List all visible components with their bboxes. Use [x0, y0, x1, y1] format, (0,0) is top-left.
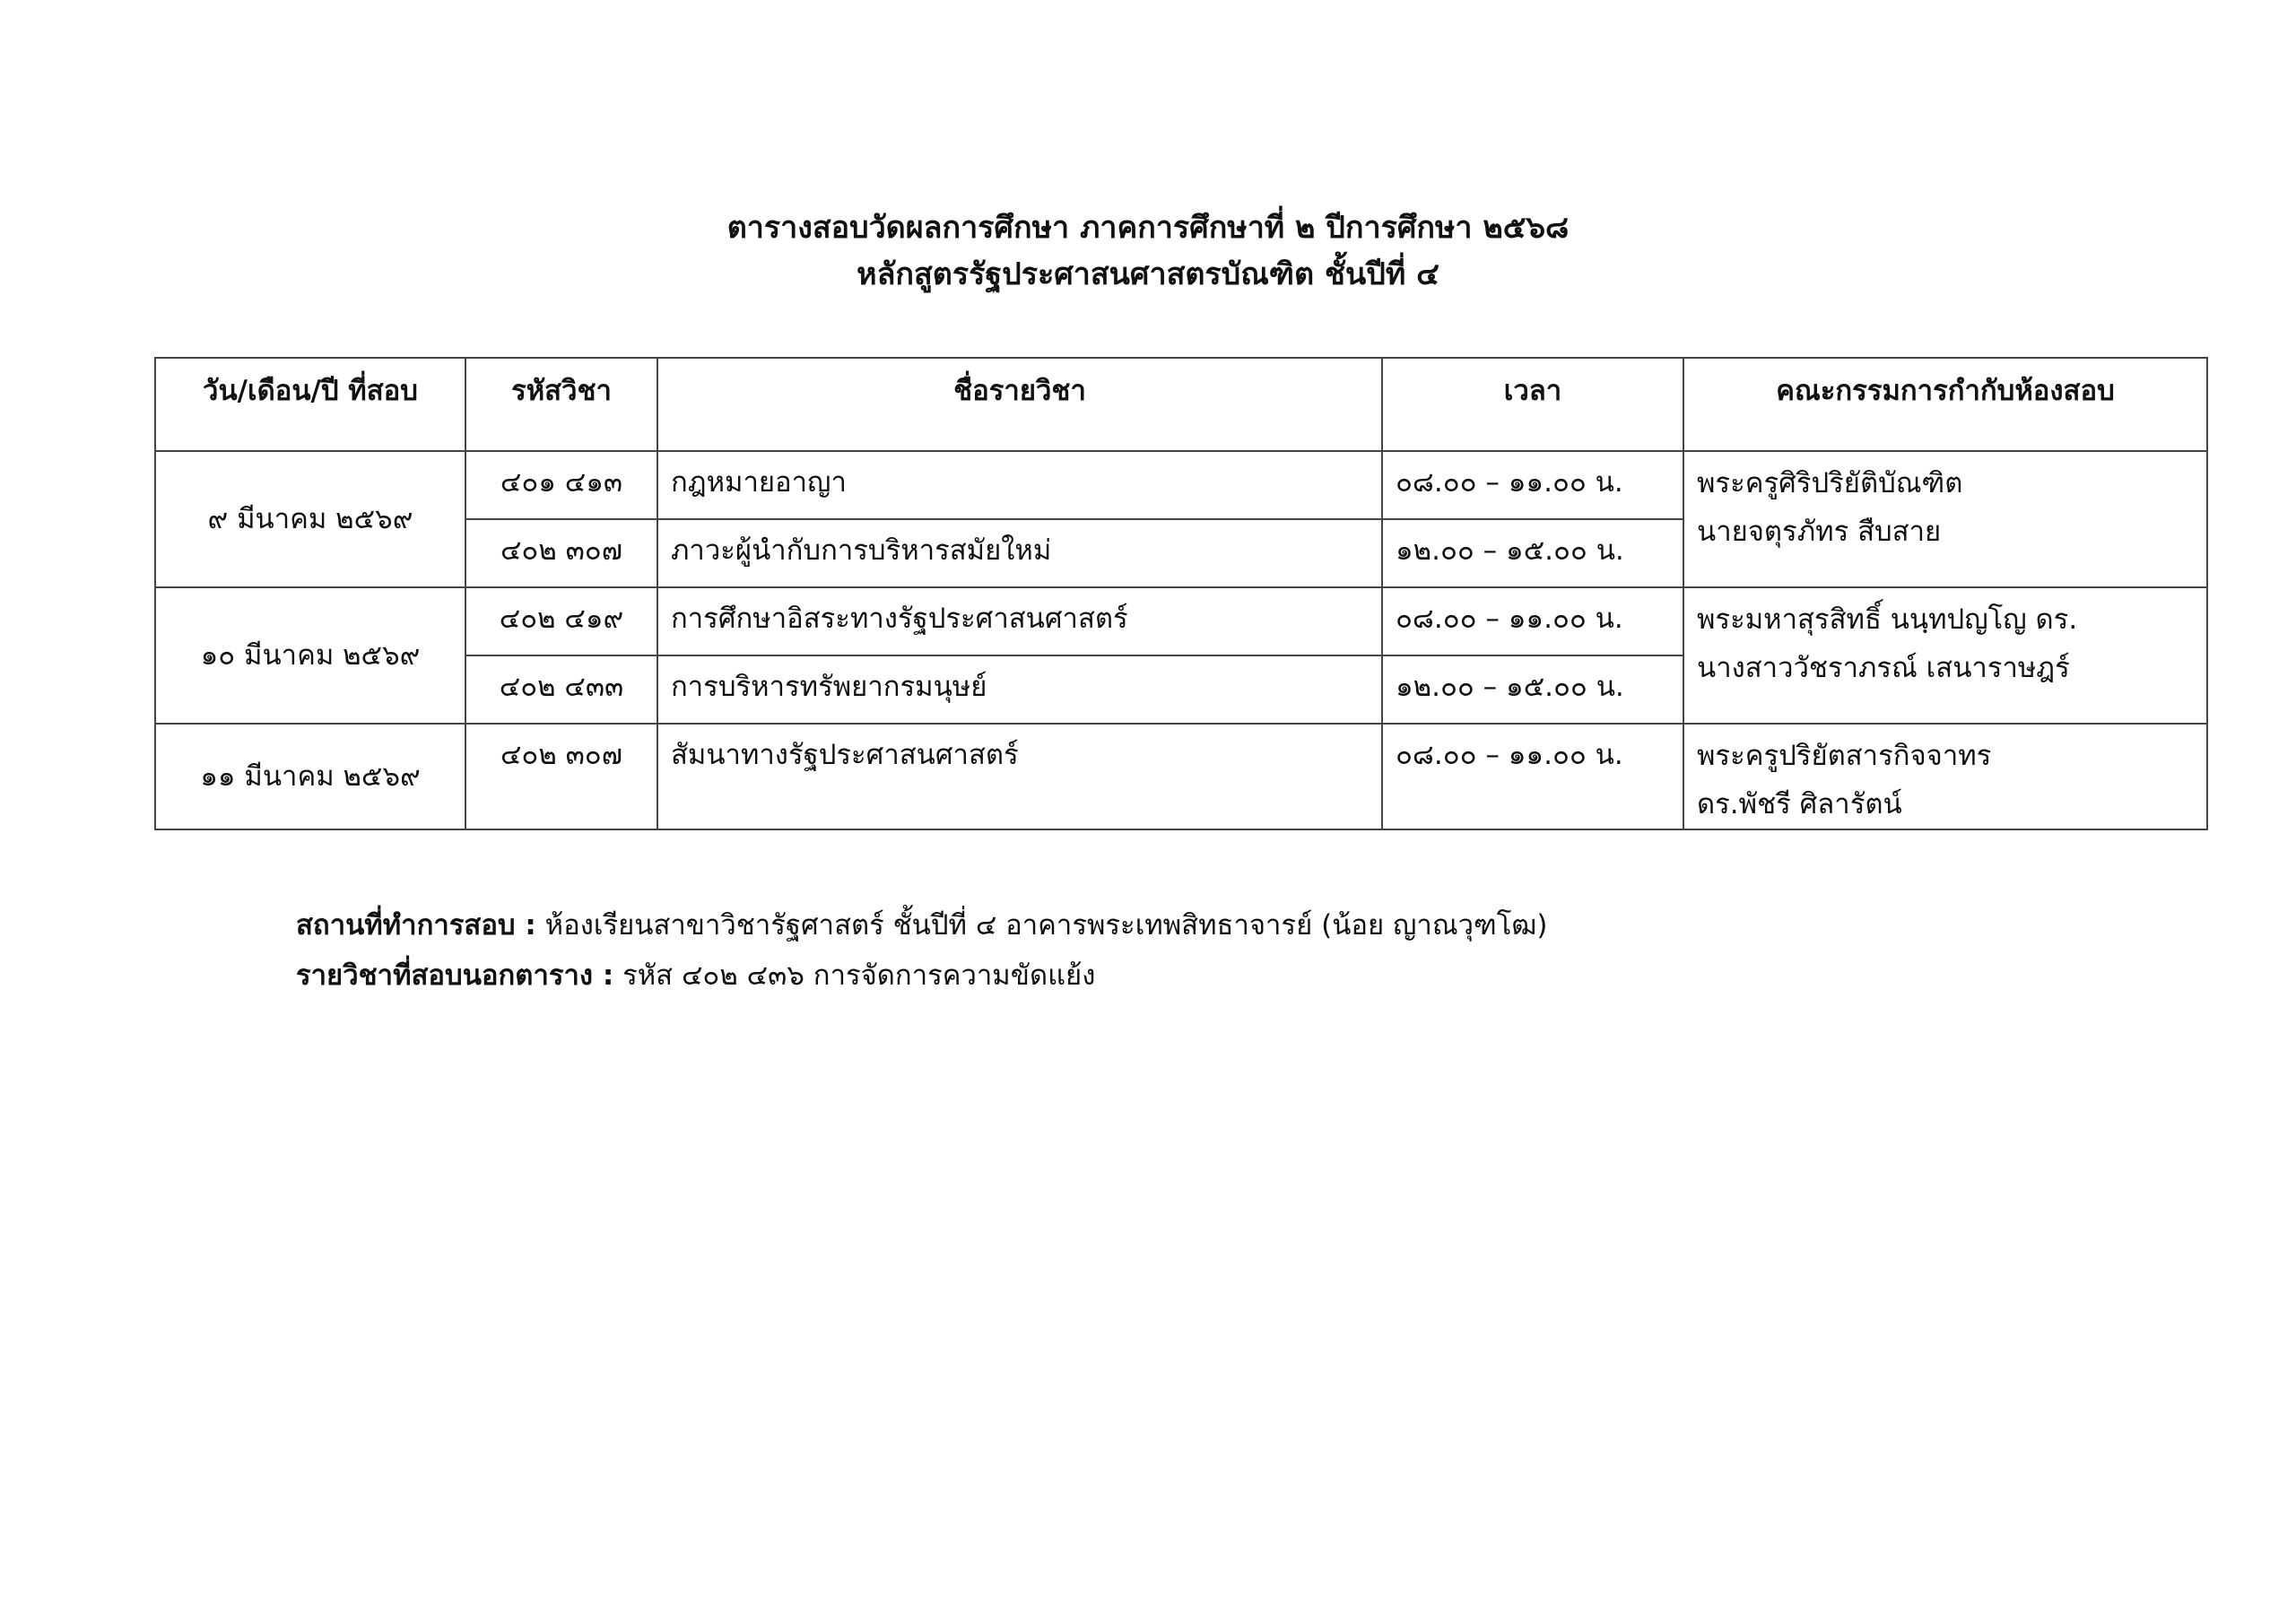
exam-date: ๑๐ มีนาคม ๒๕๖๙	[155, 587, 465, 724]
off-schedule-course	[296, 950, 1548, 1001]
exam-time: ๐๘.๐๐ – ๑๑.๐๐ น.	[1382, 451, 1683, 519]
footer-notes	[296, 900, 1548, 1001]
course-name: สัมนาทางรัฐประศาสนศาสตร์	[657, 724, 1382, 829]
exam-location	[296, 900, 1548, 950]
exam-location-label: สถานที่ทำการสอบ :	[296, 909, 536, 942]
exam-date: ๙ มีนาคม ๒๕๖๙	[155, 451, 465, 587]
committee	[1683, 587, 2207, 724]
course-code: ๔๐๒ ๓๐๗	[465, 519, 657, 587]
off-schedule-value: รหัส ๔๐๒ ๔๓๖ การจัดการความขัดแย้ง	[622, 959, 1096, 992]
exam-time: ๐๘.๐๐ – ๑๑.๐๐ น.	[1382, 587, 1683, 655]
committee-member: พระครูปริยัตสารกิจจาทร	[1697, 740, 1992, 772]
exam-date: ๑๑ มีนาคม ๒๕๖๙	[155, 724, 465, 829]
course-name: การศึกษาอิสระทางรัฐประศาสนศาสตร์	[657, 587, 1382, 655]
committee	[1683, 451, 2207, 587]
committee	[1683, 724, 2207, 829]
exam-time: ๐๘.๐๐ – ๑๑.๐๐ น.	[1382, 724, 1683, 829]
exam-location-value: ห้องเรียนสาขาวิชารัฐศาสตร์ ชั้นปีที่ ๔ อาคารพระเทพสิทธาจารย์ (น้อย ญาณวุฑโฒ)	[544, 909, 1548, 942]
header-code: รหัสวิชา	[465, 358, 657, 451]
header-name: ชื่อรายวิชา	[657, 358, 1382, 451]
table-header-row	[155, 358, 2207, 451]
exam-time: ๑๒.๐๐ – ๑๕.๐๐ น.	[1382, 519, 1683, 587]
header-date: วัน/เดือน/ปี ที่สอบ	[155, 358, 465, 451]
header-time: เวลา	[1382, 358, 1683, 451]
off-schedule-label: รายวิชาที่สอบนอกตาราง :	[296, 959, 614, 992]
title-line-2: หลักสูตรรัฐประศาสนศาสตรบัณฑิต ชั้นปีที่ ๔	[857, 256, 1439, 292]
course-code: ๔๐๒ ๔๑๙	[465, 587, 657, 655]
table-row	[155, 587, 2207, 655]
committee-member: พระมหาสุรสิทธิ์ นนฺทปญโญ ดร.	[1697, 603, 2078, 636]
course-code: ๔๐๒ ๓๐๗	[465, 724, 657, 829]
course-name: การบริหารทรัพยากรมนุษย์	[657, 655, 1382, 724]
course-code: ๔๐๒ ๔๓๓	[465, 655, 657, 724]
table-row	[155, 724, 2207, 829]
course-name: กฎหมายอาญา	[657, 451, 1382, 519]
course-code: ๔๐๑ ๔๑๓	[465, 451, 657, 519]
committee-member: พระครูศิริปริยัติบัณฑิต	[1697, 467, 1963, 499]
committee-member: นายจตุรภัทร สืบสาย	[1697, 516, 1942, 548]
course-name: ภาวะผู้นำกับการบริหารสมัยใหม่	[657, 519, 1382, 587]
exam-schedule-table	[154, 357, 2208, 830]
committee-member: นางสาววัชราภรณ์ เสนาราษฎร์	[1697, 652, 2070, 684]
table-row	[155, 451, 2207, 519]
header-committee: คณะกรรมการกำกับห้องสอบ	[1683, 358, 2207, 451]
exam-time: ๑๒.๐๐ – ๑๕.๐๐ น.	[1382, 655, 1683, 724]
committee-member: ดร.พัชรี ศิลารัตน์	[1697, 788, 1902, 820]
document-title	[0, 204, 2296, 298]
title-line-1: ตารางสอบวัดผลการศึกษา ภาคการศึกษาที่ ๒ ปีการศึกษา ๒๕๖๘	[726, 210, 1570, 246]
